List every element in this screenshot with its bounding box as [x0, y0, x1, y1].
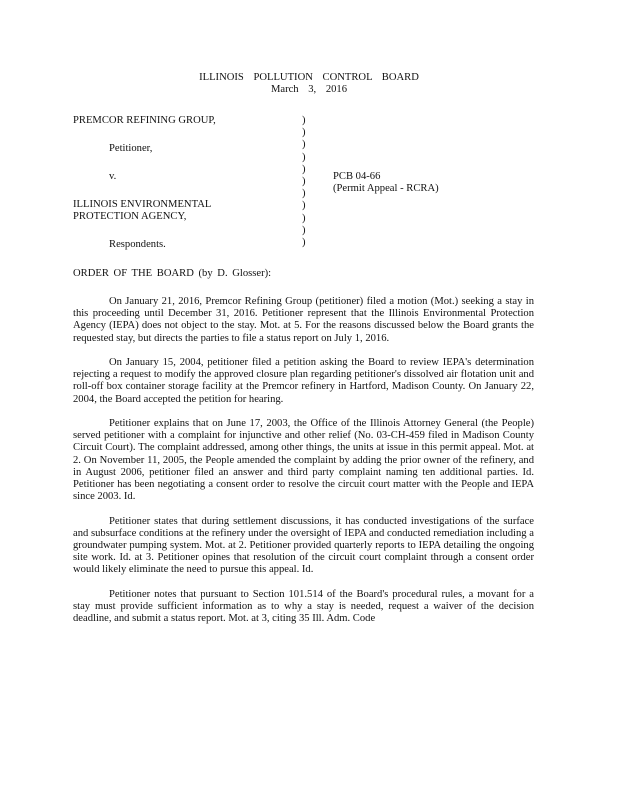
- versus-label: v.: [109, 171, 117, 182]
- petitioner-name: PREMCOR REFINING GROUP,: [73, 115, 216, 126]
- respondent-name-line-1: ILLINOIS ENVIRONMENTAL: [73, 199, 212, 210]
- body-paragraph: Petitioner explains that on June 17, 2003, the Office of the Illinois Attorney General (the People) served petitioner with a complaint for injunctive and other relief (No. 03-CH-459 filed in Madison County Circuit Court). The complaint addressed, among other things, the units at issue in this permit appeal. Mot. at 2. On November 11, 2005, the People amended the complaint by adding the prior owner of the refinery, and in August 2006, petitioner filed an answer and third party complaint naming ten additional parties. Id. Petitioner has been negotiating a consent order to resolve the circuit court matter with the People and IEPA since 2003. Id.: [73, 418, 534, 503]
- caption-paren: ): [302, 175, 306, 187]
- caption-parentheses-column: [302, 115, 314, 249]
- caption-paren: ): [302, 127, 306, 139]
- respondent-role: Respondents.: [109, 239, 166, 250]
- body-paragraph: Petitioner notes that pursuant to Section 101.514 of the Board's procedural rules, a movant for a stay must provide sufficient information as to why a stay is needed, request a waiver of the decision deadline, and submit a status report. Mot. at 3, citing 35 Ill. Adm. Code: [73, 588, 534, 625]
- body-paragraph: On January 21, 2016, Premcor Refining Group (petitioner) filed a motion (Mot.) seeking a stay in this proceeding until December 31, 2016. Petitioner represent that the Illinois Environmental Protection Agency (IEPA) does not object to the stay. Mot. at 5. For the reasons discussed below the Board grants the requested stay, but directs the parties to file a status report on July 1, 2016.: [73, 296, 534, 344]
- case-type: (Permit Appeal - RCRA): [333, 183, 439, 195]
- case-identifier: [333, 171, 439, 195]
- order-title: ORDER OF THE BOARD (by D. Glosser):: [73, 268, 272, 279]
- caption-paren: ): [302, 151, 306, 163]
- order-body: [73, 296, 534, 638]
- caption-paren: ): [302, 212, 306, 224]
- petitioner-role: Petitioner,: [109, 143, 153, 154]
- caption-paren: ): [302, 139, 306, 151]
- body-paragraph: Petitioner states that during settlement discussions, it has conducted investigations of the surface and subsurface conditions at the refinery under the oversight of IEPA and conducted remediation including a groundwater pumping system. Mot. at 2. Petitioner provided quarterly reports to IEPA detailing the ongoing site work. Id. at 3. Petitioner opines that resolution of the circuit court complaint through a consent order would likely eliminate the need to pursue this appeal. Id.: [73, 515, 534, 576]
- caption-paren: ): [302, 200, 306, 212]
- caption-paren: ): [302, 163, 306, 175]
- case-caption: [73, 115, 553, 255]
- caption-paren: ): [302, 236, 306, 248]
- order-date: March 3, 2016: [270, 84, 348, 96]
- document-header: [0, 72, 618, 96]
- caption-paren: ): [302, 224, 306, 236]
- respondent-name-line-2: PROTECTION AGENCY,: [73, 211, 187, 222]
- body-paragraph: On January 15, 2004, petitioner filed a petition asking the Board to review IEPA's determination rejecting a request to modify the approved closure plan regarding petitioner's dissolved air flotation unit and roll-off box container storage facility at the Premcor refinery in Hartford, Madison County. On January 22, 2004, the Board accepted the petition for hearing.: [73, 357, 534, 405]
- case-number: PCB 04-66: [333, 171, 381, 182]
- board-name: ILLINOIS POLLUTION CONTROL BOARD: [199, 72, 419, 83]
- caption-paren: ): [302, 188, 306, 200]
- caption-paren: ): [302, 115, 306, 126]
